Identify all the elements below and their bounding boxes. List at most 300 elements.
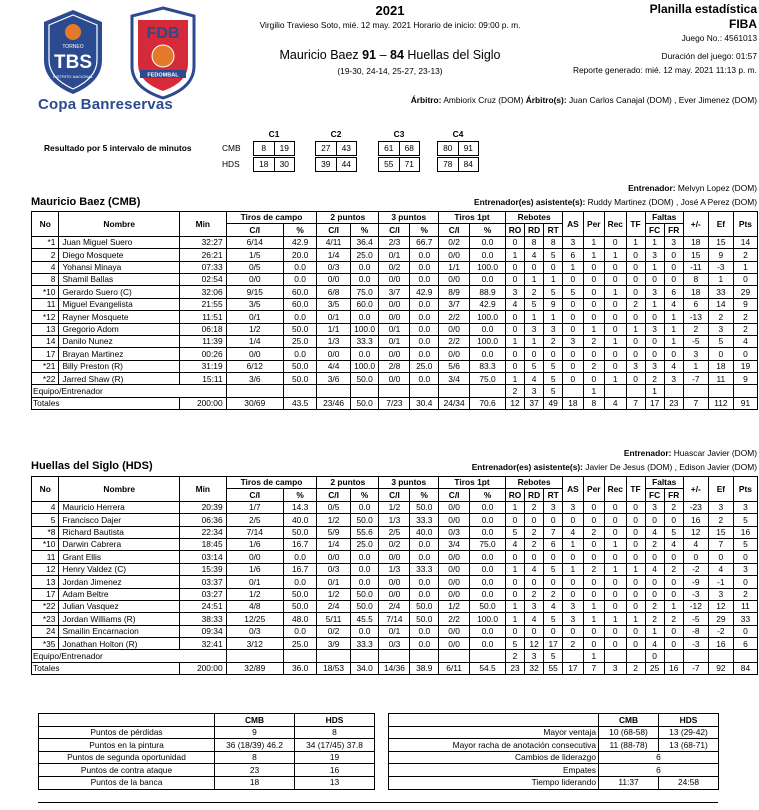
column-header: No	[32, 477, 59, 502]
stat-cell: 0/0	[439, 514, 470, 526]
summary-value: 18	[215, 776, 295, 789]
summary-label: Puntos de contra ataque	[39, 764, 215, 777]
interval-value: 43	[336, 142, 357, 155]
summary-value: 10 (68-58)	[599, 726, 659, 739]
empty-cell	[317, 385, 350, 397]
stat-cell: Jarred Shaw (R)	[59, 373, 180, 385]
stat-cell: 0	[505, 625, 524, 637]
stat-cell: 0	[626, 273, 645, 285]
stat-cell: 0/1	[379, 625, 410, 637]
player-row	[32, 373, 758, 385]
stat-cell: 2	[525, 286, 544, 298]
column-header: %	[350, 489, 379, 501]
report-generated: Reporte generado: mié. 12 may. 2021 11:13 p. m.	[572, 65, 757, 75]
summary-label: Puntos de la banca	[39, 776, 215, 789]
interval-box	[378, 141, 420, 156]
stat-cell: 0	[563, 625, 583, 637]
total-cell: 17	[645, 397, 664, 409]
stat-cell: 0/1	[226, 311, 283, 323]
total-cell: 84	[733, 662, 757, 674]
total-cell: 4	[605, 397, 626, 409]
stat-cell: 0.0	[350, 625, 379, 637]
interval-value: 27	[321, 143, 331, 153]
stat-cell: 25.0	[410, 360, 439, 372]
interval-value: 19	[274, 142, 295, 155]
total-cell: 49	[544, 397, 563, 409]
interval-team: HDS	[222, 159, 240, 169]
column-header: FC	[645, 224, 664, 236]
stat-cell: 8	[683, 273, 708, 285]
stat-cell: 0	[583, 373, 604, 385]
stat-cell: 0	[605, 323, 626, 335]
stat-cell: 0/1	[317, 576, 350, 588]
total-cell: 14/36	[379, 662, 410, 674]
player-row	[32, 613, 758, 625]
stat-cell: 6	[683, 298, 708, 310]
stat-cell: 5/6	[439, 360, 470, 372]
stat-cell: 31:19	[180, 360, 227, 372]
interval-box	[253, 157, 295, 172]
empty-cell	[605, 650, 626, 662]
stat-cell: 33.3	[350, 335, 379, 347]
column-header: C/I	[317, 489, 350, 501]
stat-cell: 1/2	[226, 323, 283, 335]
stat-cell: 1	[505, 613, 524, 625]
stat-cell: 3	[544, 323, 563, 335]
stat-cell: 5	[544, 613, 563, 625]
stat-cell: 32:27	[180, 236, 227, 248]
stat-cell: 0.0	[410, 538, 439, 550]
stat-cell: 0	[605, 600, 626, 612]
stat-cell: 14	[733, 236, 757, 248]
stat-cell: 1	[605, 286, 626, 298]
column-header: Per	[583, 212, 604, 237]
summary-header: HDS	[659, 714, 719, 727]
interval-value: 68	[399, 142, 420, 155]
stat-cell: 03:27	[180, 588, 227, 600]
stat-cell: Darwin Cabrera	[59, 538, 180, 550]
stat-cell: 0	[583, 538, 604, 550]
stat-cell: 0/2	[439, 236, 470, 248]
stat-cell: 25.0	[350, 249, 379, 261]
stat-cell: 6	[563, 249, 583, 261]
interval-box	[315, 141, 357, 156]
stat-cell: 1	[505, 501, 524, 513]
stat-cell: 1/1	[439, 261, 470, 273]
stat-cell: 8/9	[439, 286, 470, 298]
stat-cell: 0	[626, 625, 645, 637]
stat-cell: 0	[544, 625, 563, 637]
head-coach	[257, 183, 757, 193]
stat-cell: 0.0	[350, 501, 379, 513]
empty-cell	[733, 650, 757, 662]
summary-header	[389, 714, 599, 727]
player-row	[32, 273, 758, 285]
column-header: Tiros de campo	[226, 212, 317, 224]
interval-value: 78	[443, 159, 453, 169]
stat-cell: -3	[683, 588, 708, 600]
stat-cell: 0	[645, 588, 664, 600]
player-row	[32, 323, 758, 335]
stat-cell: 0	[626, 311, 645, 323]
stat-cell: 0/0	[439, 249, 470, 261]
stat-cell: 0	[626, 600, 645, 612]
stat-cell: 5	[525, 298, 544, 310]
empty-cell	[350, 385, 379, 397]
empty-cell	[605, 385, 626, 397]
total-cell: 23	[664, 397, 683, 409]
assistant-names: Ruddy Martinez (DOM) , José A Perez (DOM)	[587, 197, 757, 207]
stat-cell: 2	[664, 501, 683, 513]
stat-cell: 33	[708, 286, 733, 298]
stat-cell: 0	[505, 360, 524, 372]
svg-text:DISTRITO NACIONAL: DISTRITO NACIONAL	[52, 74, 94, 79]
stat-cell: 29	[708, 613, 733, 625]
stat-cell: Julian Vasquez	[59, 600, 180, 612]
stat-cell: 3	[708, 588, 733, 600]
stat-cell: 0	[583, 501, 604, 513]
assistant-names: Javier De Jesus (DOM) , Edison Javier (DOM)	[585, 462, 757, 472]
stat-cell: 16	[708, 638, 733, 650]
stat-cell: 0	[563, 551, 583, 563]
stat-cell: 2	[626, 298, 645, 310]
stat-cell: 1/2	[379, 501, 410, 513]
stat-cell: 5	[544, 385, 563, 397]
empty-cell	[683, 650, 708, 662]
stat-cell: 12	[32, 563, 59, 575]
stat-cell: Billy Preston (R)	[59, 360, 180, 372]
stat-cell: 0	[583, 588, 604, 600]
stat-cell: 12	[525, 638, 544, 650]
stat-cell: 11:51	[180, 311, 227, 323]
stat-cell: 0/5	[317, 501, 350, 513]
stat-cell: 11	[708, 373, 733, 385]
stat-cell: 4	[708, 563, 733, 575]
stat-cell: 0/3	[226, 625, 283, 637]
interval-value: 30	[274, 158, 295, 171]
stat-cell: 0	[626, 576, 645, 588]
interval-value: 91	[458, 142, 479, 155]
stat-cell: 4	[664, 538, 683, 550]
stat-cell: 0	[733, 348, 757, 360]
stat-cell: 1/3	[379, 563, 410, 575]
stat-cell: 5	[708, 335, 733, 347]
interval-value: 8	[261, 143, 267, 153]
stat-cell: 5	[544, 563, 563, 575]
stat-cell: 0.0	[350, 576, 379, 588]
total-cell: 25	[645, 662, 664, 674]
stat-cell: 0	[605, 273, 626, 285]
stat-cell: 11	[733, 600, 757, 612]
stat-cell: 0	[605, 298, 626, 310]
stat-cell: 2	[583, 563, 604, 575]
summary-header: HDS	[295, 714, 375, 727]
stat-cell: 0/3	[439, 526, 470, 538]
total-cell: 200:00	[180, 662, 227, 674]
stat-cell: 42.9	[283, 236, 316, 248]
column-header: Faltas	[645, 212, 683, 224]
stat-cell: 3	[645, 360, 664, 372]
stat-cell: 1	[645, 236, 664, 248]
summary-label: Mayor ventaja	[389, 726, 599, 739]
tbs-logo	[40, 8, 106, 96]
stat-cell: Miguel Evangelista	[59, 298, 180, 310]
stat-cell: 0.0	[350, 261, 379, 273]
stat-cell: 45.5	[350, 613, 379, 625]
column-header: Rebotes	[505, 212, 562, 224]
stat-cell: 1	[626, 613, 645, 625]
interval-value: 61	[384, 143, 394, 153]
stat-cell: 2/8	[379, 360, 410, 372]
empty-cell	[683, 385, 708, 397]
column-header: %	[470, 489, 506, 501]
stat-cell: 26:21	[180, 249, 227, 261]
interval-value: 44	[336, 158, 357, 171]
stat-cell: 03:14	[180, 551, 227, 563]
stat-cell: 0	[664, 273, 683, 285]
stat-cell: 50.0	[350, 514, 379, 526]
stat-cell: Yohansi Minaya	[59, 261, 180, 273]
stat-cell: 1/4	[226, 335, 283, 347]
stat-cell: 11:39	[180, 335, 227, 347]
home-score: 91	[362, 48, 377, 62]
empty-cell	[283, 385, 316, 397]
stat-cell: 2	[645, 613, 664, 625]
fdb-logo	[128, 6, 198, 100]
stat-cell: 1	[626, 236, 645, 248]
interval-header: C3	[393, 129, 405, 139]
column-header: FR	[664, 489, 683, 501]
stat-cell: 4/8	[226, 600, 283, 612]
stat-cell: 50.0	[283, 373, 316, 385]
stat-cell: 7	[544, 526, 563, 538]
stat-cell: 0/0	[317, 273, 350, 285]
stat-cell: 0/2	[379, 261, 410, 273]
stat-cell: 18:45	[180, 538, 227, 550]
stat-cell: 0	[626, 261, 645, 273]
total-cell: 7	[583, 662, 604, 674]
stat-cell: 36.4	[350, 236, 379, 248]
stat-cell: 100.0	[470, 261, 506, 273]
stat-cell: 75.0	[470, 538, 506, 550]
summary-value: 8	[215, 751, 295, 764]
summary-value: 11:37	[599, 776, 659, 789]
stat-cell: 0/1	[379, 249, 410, 261]
stat-cell: 0/0	[439, 588, 470, 600]
summary-label: Empates	[389, 764, 599, 777]
column-header: Tiros de campo	[226, 477, 317, 489]
stat-cell: 0	[645, 348, 664, 360]
stat-cell: 0.0	[410, 625, 439, 637]
stat-cell: 4	[505, 538, 524, 550]
stat-cell: 2/2	[439, 335, 470, 347]
stat-cell: 0	[664, 261, 683, 273]
stat-cell: 0/0	[439, 273, 470, 285]
coach-name: Huascar Javier (DOM)	[673, 448, 757, 458]
stat-cell: 100.0	[470, 335, 506, 347]
stat-cell: 1	[605, 538, 626, 550]
empty-cell	[626, 385, 645, 397]
stat-cell: 50.0	[283, 588, 316, 600]
stat-cell: Brayan Martinez	[59, 348, 180, 360]
column-header: RT	[544, 489, 563, 501]
column-header: Rebotes	[505, 477, 562, 489]
stat-cell: 19	[733, 360, 757, 372]
stat-cell: 3/12	[226, 638, 283, 650]
stat-cell: 0/0	[379, 273, 410, 285]
stat-cell: 1	[525, 273, 544, 285]
summary-value: 36 (18/39) 46.2	[215, 739, 295, 752]
stat-cell: 1	[563, 538, 583, 550]
empty-cell	[283, 650, 316, 662]
stat-cell: 0	[626, 551, 645, 563]
stat-cell: *10	[32, 286, 59, 298]
stat-cell: 0	[605, 588, 626, 600]
stat-cell: 0.0	[470, 249, 506, 261]
column-header: C/I	[439, 489, 470, 501]
stat-cell: -3	[683, 638, 708, 650]
stat-cell: -8	[683, 625, 708, 637]
column-header: RD	[525, 224, 544, 236]
player-row	[32, 261, 758, 273]
stat-cell: 2	[544, 335, 563, 347]
empty-cell	[379, 385, 410, 397]
stat-cell: 8	[525, 236, 544, 248]
stat-cell: 0.0	[470, 236, 506, 248]
stat-cell: 4	[505, 298, 524, 310]
column-header: Min	[180, 477, 227, 502]
stat-cell: -7	[683, 373, 708, 385]
stat-cell: Francisco Dajer	[59, 514, 180, 526]
stat-cell: 0	[645, 311, 664, 323]
stat-cell: 1/4	[317, 249, 350, 261]
assistant-coaches	[257, 197, 757, 207]
stat-cell: 50.0	[470, 600, 506, 612]
stat-cell: 5	[525, 360, 544, 372]
stat-cell: 3	[563, 613, 583, 625]
empty-cell	[439, 385, 470, 397]
stat-cell: 25.0	[283, 335, 316, 347]
stat-cell: -12	[683, 600, 708, 612]
stat-cell: 0	[664, 551, 683, 563]
stat-cell: 0	[645, 551, 664, 563]
stat-cell: 0	[525, 551, 544, 563]
stat-cell: 0	[626, 501, 645, 513]
stat-cell: 0/0	[317, 348, 350, 360]
stat-cell: 3	[544, 501, 563, 513]
player-row	[32, 526, 758, 538]
stat-cell: 0/0	[439, 348, 470, 360]
stat-cell: 0	[605, 514, 626, 526]
total-cell: 2	[626, 662, 645, 674]
stat-cell: 5	[505, 638, 524, 650]
stat-cell: 0/0	[226, 551, 283, 563]
stat-cell: 0	[583, 286, 604, 298]
stat-cell: 2	[583, 360, 604, 372]
stat-cell: 0	[664, 625, 683, 637]
player-row	[32, 249, 758, 261]
total-cell: 112	[708, 397, 733, 409]
stat-cell: 5/9	[317, 526, 350, 538]
summary-label: Cambios de liderazgo	[389, 751, 599, 764]
summary-label: Puntos en la pintura	[39, 739, 215, 752]
empty-cell	[664, 385, 683, 397]
stat-cell: 0/0	[379, 373, 410, 385]
column-header: C/I	[226, 224, 283, 236]
stat-cell: 0	[563, 514, 583, 526]
totals-row	[32, 397, 758, 409]
stat-cell: 0	[626, 588, 645, 600]
stat-cell: 1	[664, 600, 683, 612]
column-header: C/I	[226, 489, 283, 501]
column-header: C/I	[379, 489, 410, 501]
stat-cell: 50.0	[410, 613, 439, 625]
total-cell: 34.0	[350, 662, 379, 674]
stat-cell: 0	[605, 360, 626, 372]
stat-cell: 0/0	[379, 311, 410, 323]
stat-cell: 2	[563, 638, 583, 650]
stat-cell: 1	[645, 261, 664, 273]
stat-cell: 5	[544, 360, 563, 372]
stat-cell: 0	[505, 514, 524, 526]
stat-cell: 0.0	[410, 298, 439, 310]
stat-cell: 3	[645, 501, 664, 513]
org-name: FIBA	[729, 17, 757, 31]
interval-value: 84	[458, 158, 479, 171]
assistant-label: Entrenador(es) asistente(s):	[471, 462, 583, 472]
stat-cell: -9	[683, 576, 708, 588]
stat-cell: 3	[525, 323, 544, 335]
stat-cell: 5	[505, 526, 524, 538]
total-cell: 37	[525, 397, 544, 409]
stat-cell: 6	[733, 638, 757, 650]
summary-game-table	[388, 713, 719, 790]
stat-cell: 0	[645, 650, 664, 662]
stat-cell: 09:34	[180, 625, 227, 637]
stat-cell: Grant Ellis	[59, 551, 180, 563]
stat-cell: 1/2	[226, 588, 283, 600]
final-score	[240, 48, 540, 62]
stat-cell: 0	[733, 551, 757, 563]
stat-cell: 0	[733, 576, 757, 588]
stat-cell: 0	[583, 551, 604, 563]
column-header: Per	[583, 477, 604, 502]
stat-cell: Jordan Jimenez	[59, 576, 180, 588]
stat-cell: 0	[626, 638, 645, 650]
column-header: Faltas	[645, 477, 683, 489]
empty-cell	[439, 650, 470, 662]
column-header: Min	[180, 212, 227, 237]
stat-cell: 15:39	[180, 563, 227, 575]
stat-cell: 0.0	[410, 348, 439, 360]
stat-cell: 0	[664, 514, 683, 526]
summary-value: 13 (68-71)	[659, 739, 719, 752]
column-header: C/I	[379, 224, 410, 236]
stat-cell: 25.0	[283, 638, 316, 650]
stat-cell: 03:37	[180, 576, 227, 588]
column-header: FC	[645, 489, 664, 501]
stat-cell: 0.0	[470, 625, 506, 637]
summary-row	[39, 751, 375, 764]
stat-cell: 1/3	[317, 335, 350, 347]
column-header: AS	[563, 212, 583, 237]
stat-cell: 4	[645, 563, 664, 575]
equipo-label: Equipo/Entrenador	[32, 385, 227, 397]
stat-cell: 4	[32, 261, 59, 273]
summary-row	[39, 764, 375, 777]
stat-cell: 0	[505, 323, 524, 335]
stat-cell: 1/6	[226, 538, 283, 550]
